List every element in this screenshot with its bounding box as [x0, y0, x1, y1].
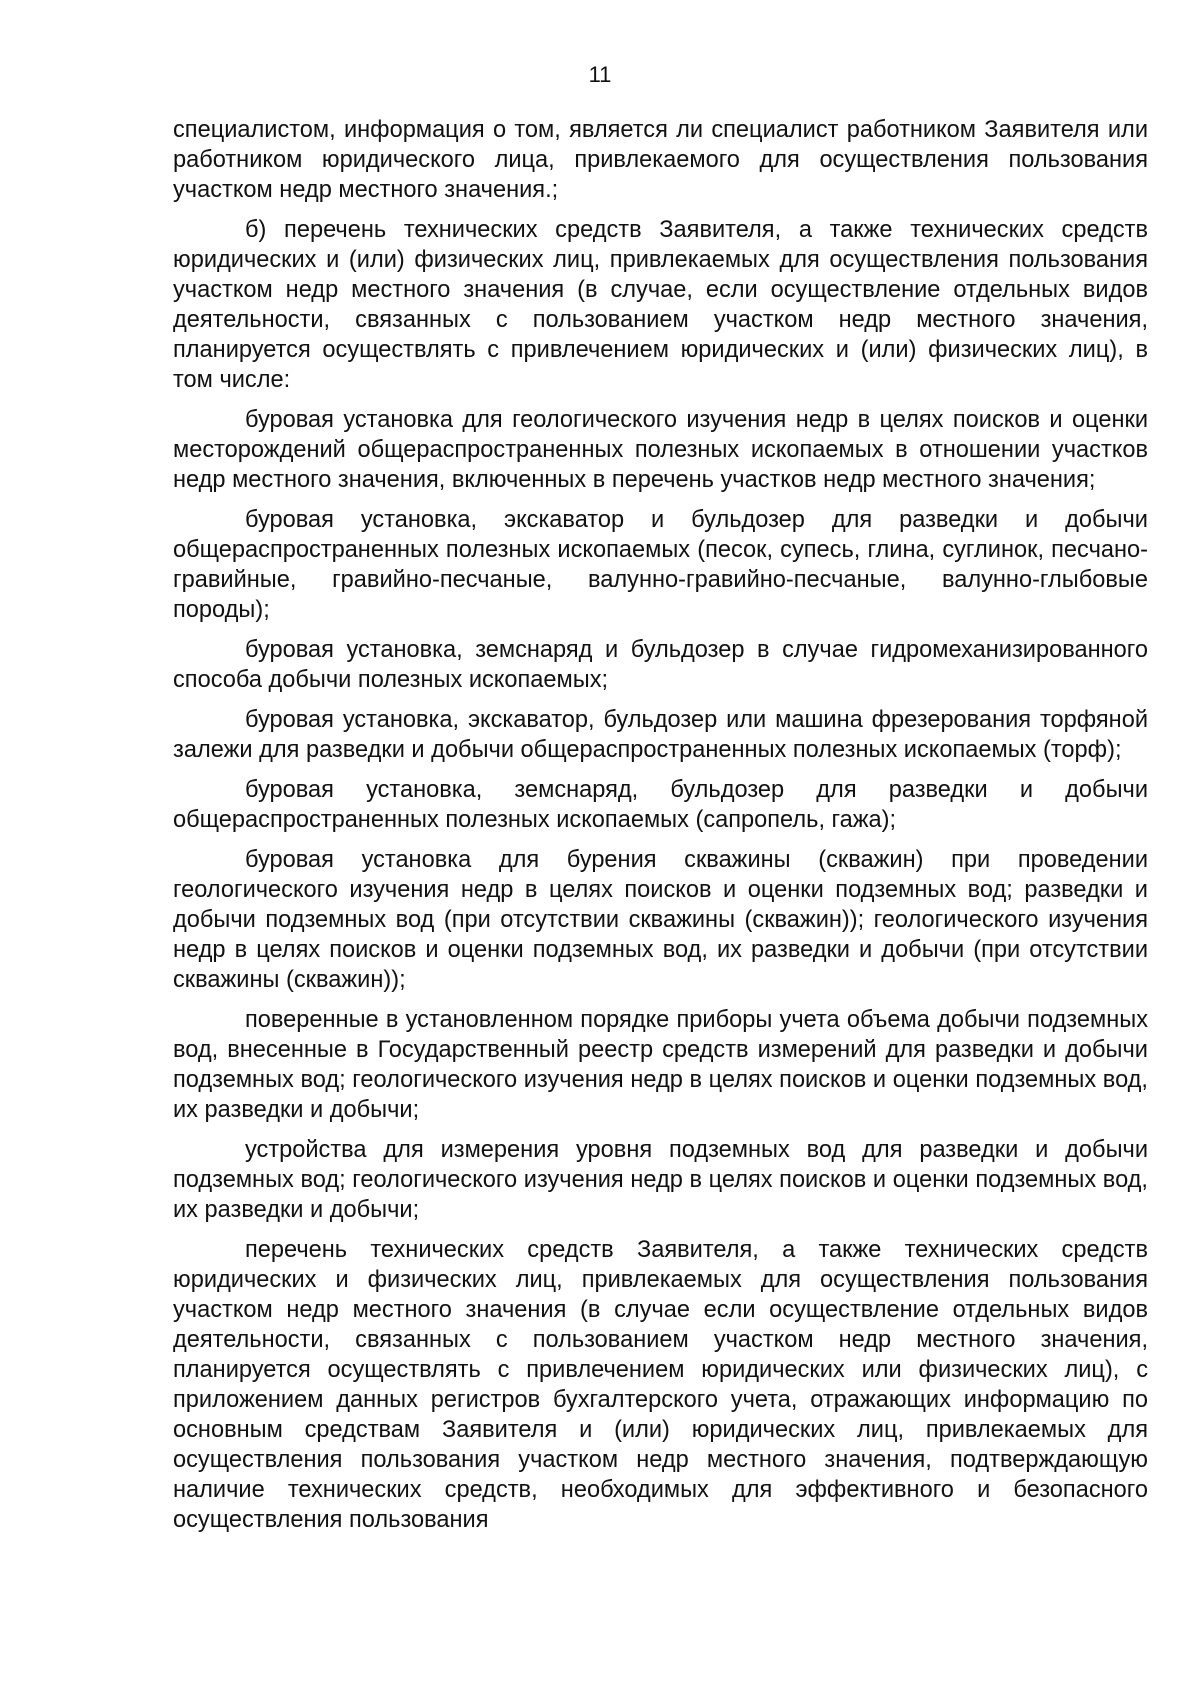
paragraph-technical-means-list: перечень технических средств Заявителя, а также технических средств юридических и физических лиц, привлекаемых для осуществления пользования участком недр местного значения (в случае если осуществление отдельных видов деятельности, связанных с пользованием участком недр местного значения, планируется осуществлять с привлечением юридических или физических лиц), с приложением данных регистров бухгалтерского учета, отражающих информацию по основным средствам Заявителя и (или) юридических лиц, привлекаемых для осуществления пользования участком недр местного значения, подтверждающую наличие технических средств, необходимых для эффективного и безопасного осуществления пользования — [173, 1237, 1148, 1533]
paragraph-dredger-hydromechanized: буровая установка, земснаряд и бульдозер в случае гидромеханизированного способа добычи полезных ископаемых; — [173, 637, 1148, 693]
paragraph-well-drilling: буровая установка для бурения скважины (скважин) при проведении геологического изучения недр в целях поисков и оценки подземных вод; разведки и добычи подземных вод (при отсутствии скважины (скважин)); геологического изучения недр в целях поисков и оценки подземных вод, их разведки и добычи (при отсутствии скважины (скважин)); — [173, 847, 1148, 993]
paragraph-item-b: б) перечень технических средств Заявителя, а также технических средств юридических и (или) физических лиц, привлекаемых для осуществления пользования участком недр местного значения (в случае, если осуществление отдельных видов деятельности, связанных с пользованием участком недр местного значения, планируется осуществлять с привлечением юридических и (или) физических лиц), в том числе: — [173, 217, 1148, 393]
paragraph-metering-devices: поверенные в установленном порядке приборы учета объема добычи подземных вод, внесенные в Государственный реестр средств измерений для разведки и добычи подземных вод; геологического изучения недр в целях поисков и оценки подземных вод, их разведки и добычи; — [173, 1007, 1148, 1123]
paragraph-continuation: специалистом, информация о том, является ли специалист работником Заявителя или работником юридического лица, привлекаемого для осуществления пользования участком недр местного значения.; — [173, 117, 1148, 203]
document-body — [173, 115, 1148, 1545]
page-number: 11 — [588, 62, 612, 87]
paragraph-peat-milling: буровая установка, экскаватор, бульдозер или машина фрезерования торфяной залежи для разведки и добычи общераспространенных полезных ископаемых (торф); — [173, 707, 1148, 763]
paragraph-sapropel: буровая установка, земснаряд, бульдозер для разведки и добычи общераспространенных полезных ископаемых (сапропель, гажа); — [173, 777, 1148, 833]
paragraph-excavator-bulldozer: буровая установка, экскаватор и бульдозер для разведки и добычи общераспространенных полезных ископаемых (песок, супесь, глина, суглинок, песчано-гравийные, гравийно-песчаные, валунно-гравийно-песчаные, валунно-глыбовые породы); — [173, 507, 1148, 623]
paragraph-drilling-rig-exploration: буровая установка для геологического изучения недр в целях поисков и оценки месторождений общераспространенных полезных ископаемых в отношении участков недр местного значения, включенных в перечень участков недр местного значения; — [173, 407, 1148, 493]
paragraph-level-measurement: устройства для измерения уровня подземных вод для разведки и добычи подземных вод; геологического изучения недр в целях поисков и оценки подземных вод, их разведки и добычи; — [173, 1137, 1148, 1223]
